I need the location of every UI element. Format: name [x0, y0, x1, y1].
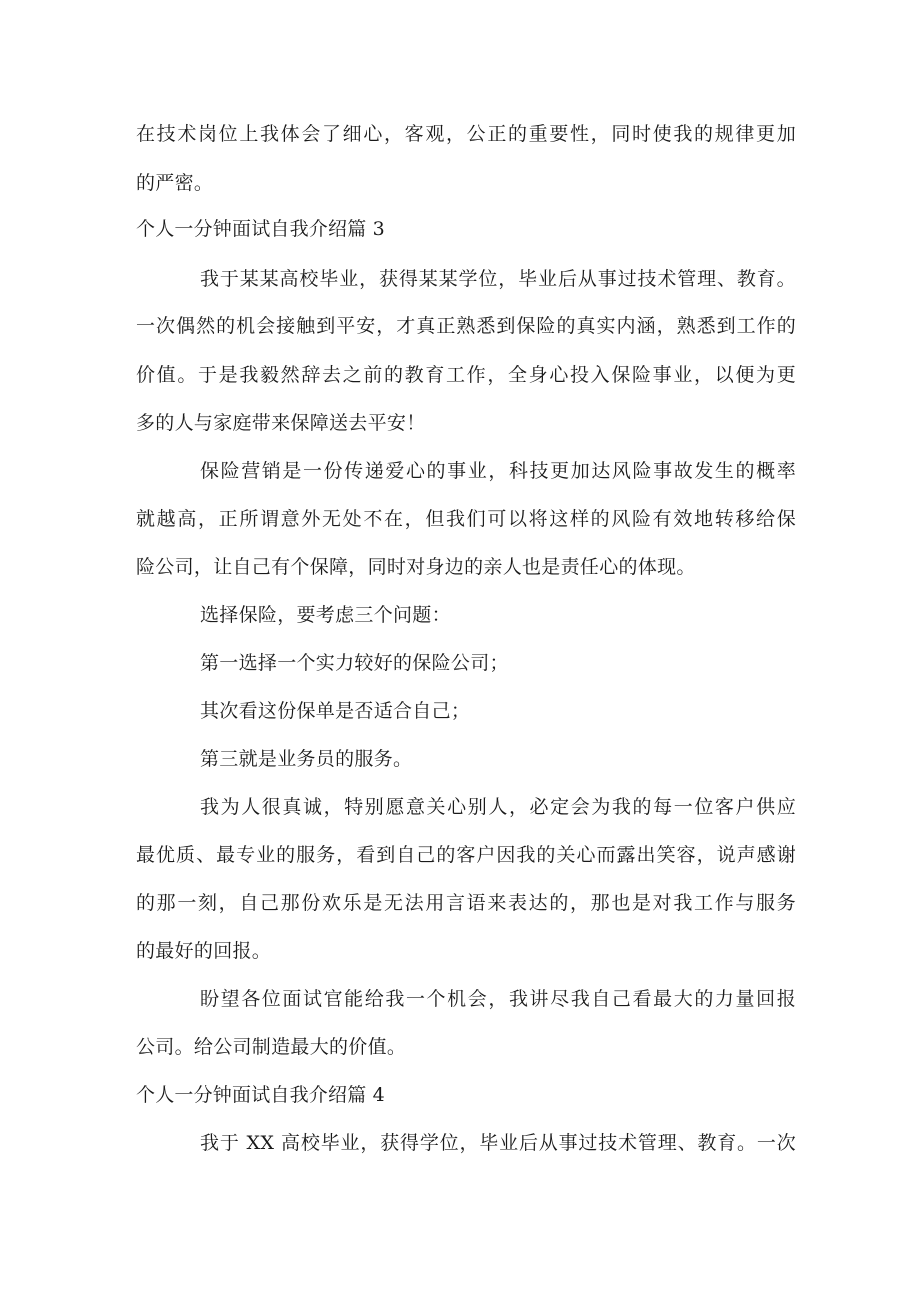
text-line: 的严密。	[136, 172, 214, 194]
text-line: 在技术岗位上我体会了细心，客观，公正的重要性，同时使我的规律更加	[136, 123, 796, 145]
text-line: 我为人很真诚，特别愿意关心别人，必定会为我的每一位客户供应	[200, 796, 796, 818]
text-line: 我于 XX 高校毕业，获得学位，毕业后从事过技术管理、教育。一次	[200, 1132, 796, 1154]
text-line: 保险营销是一份传递爱心的事业，科技更加达风险事故发生的概率	[200, 460, 796, 482]
section-heading: 个人一分钟面试自我介绍篇 4	[136, 1084, 385, 1106]
text-line: 价值。于是我毅然辞去之前的教育工作，全身心投入保险事业，以便为更	[136, 364, 796, 386]
text-line: 第一选择一个实力较好的保险公司；	[200, 652, 509, 674]
text-line: 险公司，让自己有个保障，同时对身边的亲人也是责任心的体现。	[136, 556, 696, 578]
text-line: 的最好的回报。	[136, 940, 272, 962]
text-line: 我于某某高校毕业，获得某某学位，毕业后从事过技术管理、教育。	[200, 268, 796, 290]
text-line: 公司。给公司制造最大的价值。	[136, 1036, 407, 1058]
text-line: 盼望各位面试官能给我一个机会，我讲尽我自己看最大的力量回报	[200, 988, 796, 1010]
text-line: 一次偶然的机会接触到平安，才真正熟悉到保险的真实内涵，熟悉到工作的	[136, 315, 796, 337]
text-line: 选择保险，要考虑三个问题：	[200, 604, 451, 626]
text-line: 多的人与家庭带来保障送去平安！	[136, 412, 426, 434]
section-heading: 个人一分钟面试自我介绍篇 3	[136, 218, 385, 240]
text-line: 的那一刻，自己那份欢乐是无法用言语来表达的，那也是对我工作与服务	[136, 892, 796, 914]
text-line: 其次看这份保单是否适合自己；	[200, 700, 471, 722]
text-line: 最优质、最专业的服务，看到自己的客户因我的关心而露出笑容，说声感谢	[136, 844, 796, 866]
text-line: 就越高，正所谓意外无处不在，但我们可以将这样的风险有效地转移给保	[136, 508, 796, 530]
text-line: 第三就是业务员的服务。	[200, 748, 413, 770]
